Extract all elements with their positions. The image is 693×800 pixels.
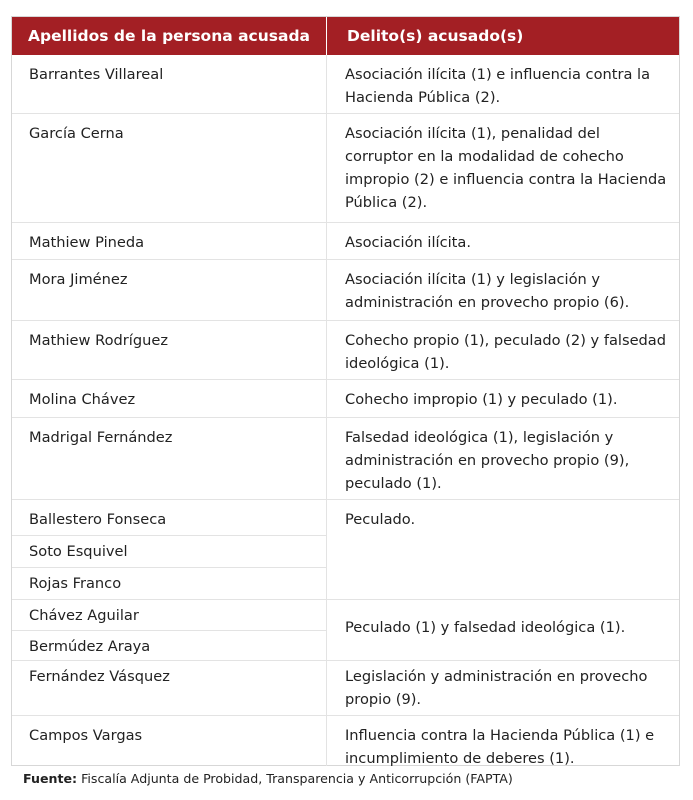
table-header: [12, 17, 679, 55]
source-note: [23, 771, 513, 786]
name-cell: Mathiew Pineda: [12, 223, 326, 260]
name-cell: Fernández Vásquez: [12, 661, 326, 716]
source-text: Fiscalía Adjunta de Probidad, Transparencia y Anticorrupción (FAPTA): [81, 771, 513, 786]
header-divider: [326, 17, 327, 55]
name-cell: Ballestero Fonseca: [12, 500, 326, 536]
name-cell: Mathiew Rodríguez: [12, 321, 326, 380]
crime-cell: Falsedad ideológica (1), legislación y administración en provecho propio (9), peculado (1).: [327, 418, 679, 500]
header-accused-surnames: Apellidos de la persona acusada: [28, 27, 311, 45]
crime-cell: Asociación ilícita (1), penalidad del corruptor en la modalidad de cohecho impropio (2) e influencia contra la Hacienda Pública (2).: [327, 114, 679, 223]
accused-table: [11, 16, 680, 766]
name-cell: Rojas Franco: [12, 568, 326, 600]
crime-cell: Influencia contra la Hacienda Pública (1) e incumplimiento de deberes (1).: [345, 727, 655, 767]
crime-cell: Asociación ilícita (1) y legislación y administración en provecho propio (6).: [327, 260, 679, 321]
name-cell: Molina Chávez: [12, 380, 326, 418]
crime-cell: Peculado (1) y falsedad ideológica (1).: [327, 600, 679, 661]
name-cell: Soto Esquivel: [12, 536, 326, 568]
crime-cell: Asociación ilícita (1) e influencia contra la Hacienda Pública (2).: [327, 55, 679, 114]
crime-cell: Peculado.: [327, 500, 679, 600]
name-cell: García Cerna: [12, 114, 326, 223]
crime-cell: Cohecho propio (1), peculado (2) y falsedad ideológica (1).: [327, 321, 679, 380]
name-cell: Madrigal Fernández: [12, 418, 326, 500]
name-cell: Chávez Aguilar: [12, 600, 326, 631]
crime-cell: Legislación y administración en provecho propio (9).: [327, 661, 679, 716]
crime-cell: Cohecho impropio (1) y peculado (1).: [327, 380, 679, 418]
header-crimes: Delito(s) acusado(s): [347, 27, 524, 45]
name-cell: Mora Jiménez: [12, 260, 326, 321]
crime-cell: Asociación ilícita.: [327, 223, 679, 260]
name-cell: Barrantes Villareal: [12, 55, 326, 114]
source-label: Fuente:: [23, 771, 78, 786]
name-cell: Bermúdez Araya: [12, 631, 326, 661]
name-cell: Campos Vargas: [29, 727, 143, 744]
